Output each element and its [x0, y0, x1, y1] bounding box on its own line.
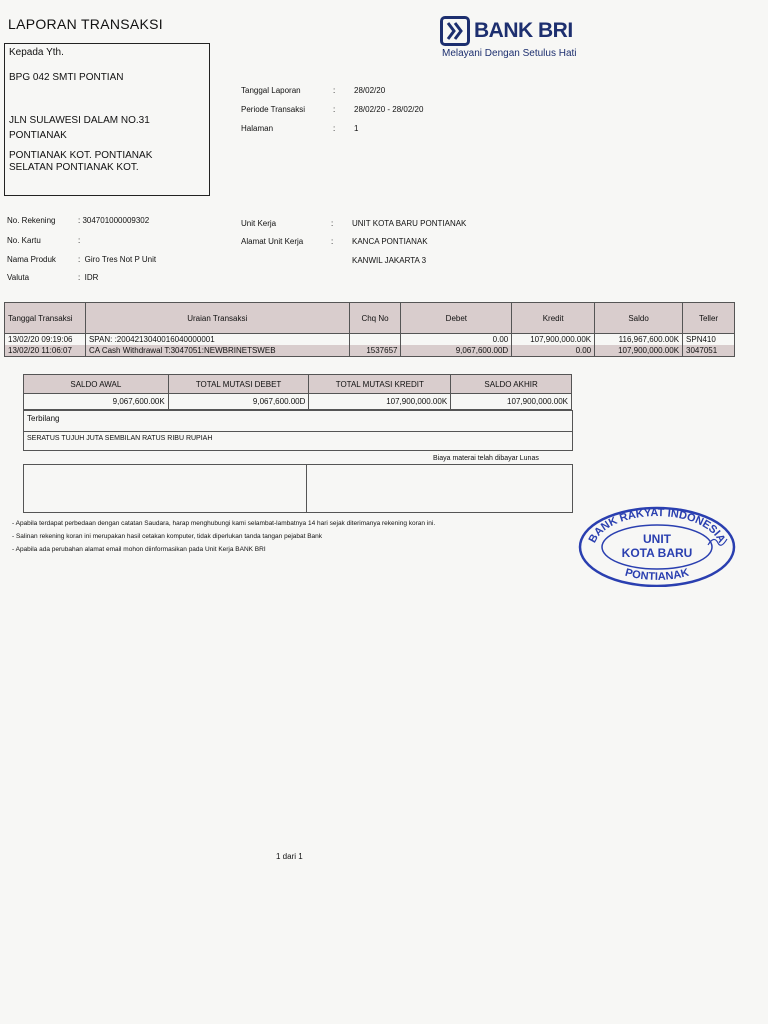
- summary-header-row: [24, 375, 572, 394]
- note-item: - Salinan rekening koran ini merupakan hasil cetakan komputer, tidak diperlukan tanda tangan pejabat Bank: [12, 533, 323, 540]
- table-header-row: [5, 303, 735, 334]
- page-number: 1 dari 1: [276, 852, 303, 861]
- rekening-value: : 304701000009302: [78, 216, 150, 225]
- bank-tagline: Melayani Dengan Setulus Hati: [442, 48, 577, 59]
- address-line: JLN SULAWESI DALAM NO.31: [9, 115, 150, 126]
- cell-saldo: 107,900,000.00K: [595, 345, 683, 357]
- colon: :: [331, 237, 334, 246]
- bank-logo: [440, 16, 577, 59]
- col-header: Chq No: [349, 303, 401, 334]
- halaman-value: 1: [354, 124, 359, 133]
- tanggal-label: Tanggal Laporan: [241, 86, 301, 95]
- terbilang-text: SERATUS TUJUH JUTA SEMBILAN RATUS RIBU RUPIAH: [27, 435, 213, 442]
- summary-header: TOTAL MUTASI KREDIT: [309, 375, 451, 394]
- cell-date: 13/02/20 09:19:06: [5, 334, 86, 346]
- periode-label: Periode Transaksi: [241, 105, 306, 114]
- materai-note: Biaya materai telah dibayar Lunas: [433, 455, 539, 462]
- col-header: Debet: [401, 303, 512, 334]
- unit-value: UNIT KOTA BARU PONTIANAK: [352, 219, 467, 228]
- colon: :: [331, 219, 334, 228]
- recipient-address-box: [4, 43, 210, 196]
- terbilang-label: Terbilang: [27, 414, 60, 423]
- alamat-line: KANWIL JAKARTA 3: [352, 256, 427, 265]
- stamp-bottom-text: PONTIANAK: [623, 566, 691, 583]
- stamp-top-text: BANK RAKYAT INDONESIA: [586, 506, 728, 545]
- greeting: Kepada Yth.: [9, 47, 64, 58]
- saldo-awal: 9,067,600.00K: [24, 394, 169, 410]
- cell-kredit: 0.00: [512, 345, 595, 357]
- tanggal-value: 28/02/20: [354, 86, 386, 95]
- summary-header: SALDO AKHIR: [451, 375, 572, 394]
- terbilang-label-box: [23, 410, 573, 432]
- rekening-number: 304701000009302: [82, 216, 150, 225]
- cell-saldo: 116,967,600.00K: [595, 334, 683, 346]
- produk-label: Nama Produk: [7, 255, 56, 264]
- summary-table: [23, 374, 572, 410]
- cell-teller: SPN410: [683, 334, 735, 346]
- produk-name: Giro Tres Not P Unit: [84, 255, 157, 264]
- bank-stamp: [578, 505, 736, 587]
- valuta-code: IDR: [84, 273, 99, 282]
- cell-date: 13/02/20 11:06:07: [5, 345, 86, 357]
- rekening-label: No. Rekening: [7, 216, 56, 225]
- cell-kredit: 107,900,000.00K: [512, 334, 595, 346]
- colon: :: [333, 105, 336, 114]
- total-debet: 9,067,600.00D: [168, 394, 309, 410]
- summary-values-row: [24, 394, 572, 410]
- cell-chq: [349, 334, 401, 346]
- address-line: SELATAN PONTIANAK KOT.: [9, 162, 139, 173]
- cell-desc: CA Cash Withdrawal T:3047051:NEWBRINETSWEB: [85, 345, 349, 357]
- table-row: [5, 345, 735, 357]
- col-header: Uraian Transaksi: [85, 303, 349, 334]
- signature-box-right: [306, 464, 573, 513]
- halaman-label: Halaman: [241, 124, 274, 133]
- note-item: - Apabila terdapat perbedaan dengan catatan Saudara, harap menghubungi kami selambat-lambatnya 14 hari sejak diterimanya rekening koran ini.: [12, 520, 436, 527]
- recipient-name: BPG 042 SMTI PONTIAN: [9, 72, 124, 83]
- cell-teller: 3047051: [683, 345, 735, 357]
- total-kredit: 107,900,000.00K: [309, 394, 451, 410]
- cell-desc: SPAN: :2004213040016040000001: [85, 334, 349, 346]
- colon: :: [333, 86, 336, 95]
- saldo-akhir: 107,900,000.00K: [451, 394, 572, 410]
- summary-header: TOTAL MUTASI DEBET: [168, 375, 309, 394]
- col-header: Tanggal Transaksi: [5, 303, 86, 334]
- notes: [12, 517, 435, 556]
- bri-logo-icon: [440, 16, 470, 46]
- table-row: [5, 334, 735, 346]
- cell-debet: 9,067,600.00D: [401, 345, 512, 357]
- unit-label: Unit Kerja: [241, 219, 277, 228]
- transaction-table: [4, 302, 735, 357]
- address-line: PONTIANAK: [9, 130, 67, 141]
- stamp-line1: UNIT: [643, 532, 671, 546]
- periode-value: 28/02/20 - 28/02/20: [354, 105, 424, 114]
- summary-header: SALDO AWAL: [24, 375, 169, 394]
- note-item: - Apabila ada perubahan alamat email mohon diinformasikan pada Unit Kerja BANK BRI: [12, 546, 266, 553]
- cell-chq: 1537657: [349, 345, 401, 357]
- colon: :: [333, 124, 336, 133]
- produk-value: : Giro Tres Not P Unit: [78, 255, 157, 264]
- alamat-line: KANCA PONTIANAK: [352, 237, 428, 246]
- terbilang-box: [23, 430, 573, 451]
- col-header: Teller: [683, 303, 735, 334]
- col-header: Saldo: [595, 303, 683, 334]
- signature-box-left: [23, 464, 307, 513]
- bank-name: BANK BRI: [474, 19, 573, 42]
- stamp-line2: KOTA BARU: [621, 546, 693, 560]
- valuta-value: : IDR: [78, 273, 99, 282]
- kartu-label: No. Kartu: [7, 236, 41, 245]
- address-line: PONTIANAK KOT. PONTIANAK: [9, 150, 153, 161]
- stamp-seal: [578, 505, 736, 587]
- valuta-label: Valuta: [7, 273, 30, 282]
- cell-debet: 0.00: [401, 334, 512, 346]
- report-title: LAPORAN TRANSAKSI: [8, 16, 163, 32]
- col-header: Kredit: [512, 303, 595, 334]
- kartu-value: :: [78, 236, 81, 245]
- alamat-label: Alamat Unit Kerja: [241, 237, 304, 246]
